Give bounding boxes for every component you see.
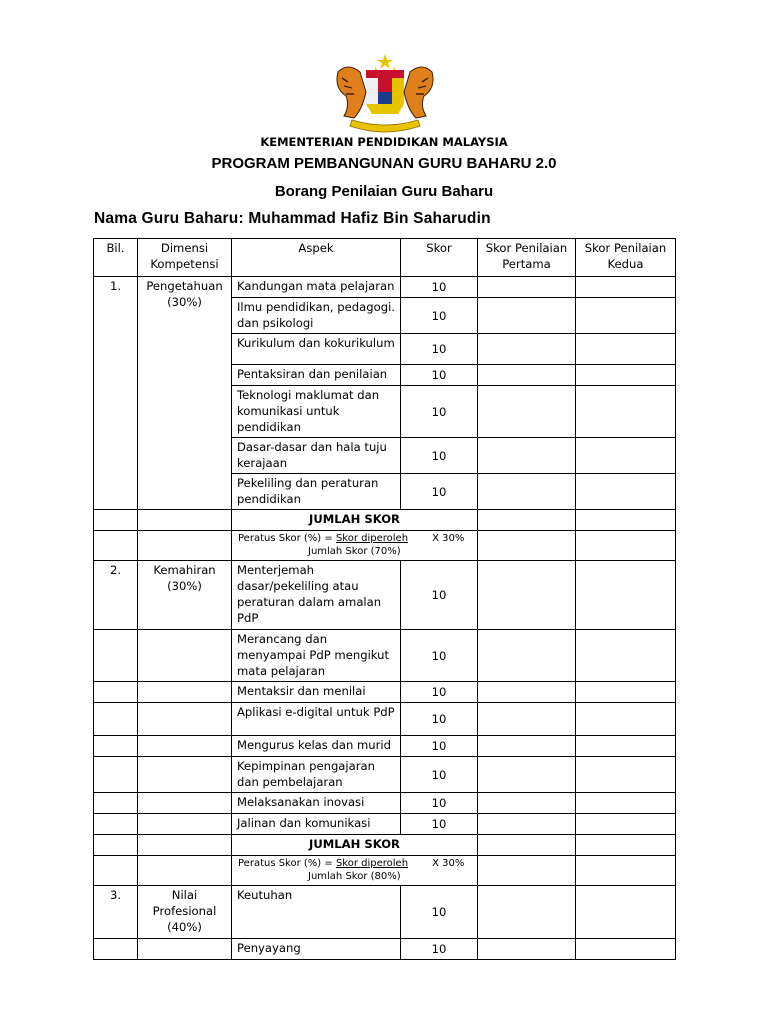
score-second-cell[interactable]	[576, 939, 676, 960]
score-second-cell[interactable]	[576, 365, 676, 386]
header-aspek: Aspek	[232, 239, 401, 277]
score-second-cell[interactable]	[576, 474, 676, 510]
ministry-name: KEMENTERIAN PENDIDIKAN MALAYSIA	[260, 135, 508, 149]
total-score-label: JUMLAH SKOR	[232, 835, 478, 856]
score-first-cell[interactable]	[478, 386, 576, 438]
score-second-cell[interactable]	[576, 757, 676, 793]
table-row	[94, 277, 676, 298]
table-row	[94, 682, 676, 703]
aspect-label: Dasar-dasar dan hala tuju kerajaan	[232, 438, 401, 474]
header-bil: Bil.	[94, 239, 138, 277]
header-skor: Skor	[401, 239, 478, 277]
teacher-name-line: Nama Guru Baharu: Muhammad Hafiz Bin Saharudin	[94, 210, 491, 227]
score-first-cell[interactable]	[478, 298, 576, 334]
section-dimension	[138, 561, 232, 630]
max-score: 10	[401, 561, 478, 630]
aspect-label: Keutuhan	[232, 886, 401, 939]
aspect-label: Melaksanakan inovasi	[232, 793, 401, 814]
dimension-label: Kemahiran	[153, 563, 216, 577]
max-score: 10	[401, 814, 478, 835]
score-first-cell[interactable]	[478, 561, 576, 630]
score-first-cell[interactable]	[478, 682, 576, 703]
header-dimensi: Dimensi Kompetensi	[138, 239, 232, 277]
aspect-label: Ilmu pendidikan, pedagogi. dan psikologi	[232, 298, 401, 334]
table-row	[94, 736, 676, 757]
table-row	[94, 939, 676, 960]
dimension-weight: (30%)	[167, 295, 202, 309]
max-score: 10	[401, 793, 478, 814]
score-second-cell[interactable]	[576, 886, 676, 939]
aspect-label: Teknologi maklumat dan komunikasi untuk pendidikan	[232, 386, 401, 438]
score-first-cell[interactable]	[478, 630, 576, 682]
score-second-cell[interactable]	[576, 703, 676, 736]
score-second-cell[interactable]	[576, 736, 676, 757]
max-score: 10	[401, 682, 478, 703]
table-row	[94, 561, 676, 630]
aspect-label: Kurikulum dan kokurikulum	[232, 334, 401, 365]
score-first-cell[interactable]	[478, 757, 576, 793]
score-first-cell[interactable]	[478, 438, 576, 474]
max-score: 10	[401, 334, 478, 365]
max-score: 10	[401, 757, 478, 793]
score-first-cell[interactable]	[478, 886, 576, 939]
score-second-cell[interactable]	[576, 682, 676, 703]
max-score: 10	[401, 277, 478, 298]
max-score: 10	[401, 365, 478, 386]
aspect-label: Penyayang	[232, 939, 401, 960]
score-second-cell[interactable]	[576, 814, 676, 835]
aspect-label: Pekeliling dan peraturan pendidikan	[232, 474, 401, 510]
form-subtitle: Borang Penilaian Guru Baharu	[274, 183, 494, 200]
max-score: 10	[401, 703, 478, 736]
section-dimension	[138, 277, 232, 510]
aspect-label: Jalinan dan komunikasi	[232, 814, 401, 835]
score-second-cell[interactable]	[576, 561, 676, 630]
total-row	[94, 835, 676, 856]
score-first-cell[interactable]	[478, 365, 576, 386]
dimension-label: Nilai Profesional	[152, 888, 217, 918]
score-first-cell[interactable]	[478, 736, 576, 757]
table-row	[94, 757, 676, 793]
percentage-second-cell[interactable]	[576, 856, 676, 886]
percentage-row	[94, 856, 676, 886]
header-skor-kedua: Skor Penilaian Kedua	[576, 239, 676, 277]
aspect-label: Pentaksiran dan penilaian	[232, 365, 401, 386]
table-row	[94, 814, 676, 835]
table-row	[94, 793, 676, 814]
section-number: 2.	[94, 561, 138, 630]
aspect-label: Mengurus kelas dan murid	[232, 736, 401, 757]
percentage-formula: Peratus Skor (%) = Skor diperoleh X 30% Jumlah Skor (70%)	[232, 531, 478, 561]
coat-of-arms-logo	[330, 52, 440, 136]
table-row	[94, 630, 676, 682]
score-first-cell[interactable]	[478, 939, 576, 960]
score-first-cell[interactable]	[478, 703, 576, 736]
score-second-cell[interactable]	[576, 386, 676, 438]
percentage-row	[94, 531, 676, 561]
score-second-cell[interactable]	[576, 630, 676, 682]
dimension-weight: (30%)	[167, 579, 202, 593]
max-score: 10	[401, 630, 478, 682]
aspect-label: Aplikasi e-digital untuk PdP	[232, 703, 401, 736]
percentage-first-cell[interactable]	[478, 531, 576, 561]
evaluation-table	[93, 238, 676, 960]
score-second-cell[interactable]	[576, 438, 676, 474]
aspect-label: Kandungan mata pelajaran	[232, 277, 401, 298]
max-score: 10	[401, 736, 478, 757]
total-first-cell[interactable]	[478, 510, 576, 531]
section-number: 1.	[94, 277, 138, 510]
max-score: 10	[401, 438, 478, 474]
section-number: 3.	[94, 886, 138, 939]
table-row	[94, 703, 676, 736]
score-first-cell[interactable]	[478, 334, 576, 365]
score-first-cell[interactable]	[478, 474, 576, 510]
score-first-cell[interactable]	[478, 814, 576, 835]
dimension-label: Pengetahuan	[146, 279, 223, 293]
max-score: 10	[401, 939, 478, 960]
percentage-formula: Peratus Skor (%) = Skor diperoleh X 30% Jumlah Skor (80%)	[232, 856, 478, 886]
aspect-label: Kepimpinan pengajaran dan pembelajaran	[232, 757, 401, 793]
score-second-cell[interactable]	[576, 298, 676, 334]
aspect-label: Merancang dan menyampai PdP mengikut mata pelajaran	[232, 630, 401, 682]
total-row	[94, 510, 676, 531]
total-second-cell[interactable]	[576, 510, 676, 531]
percentage-first-cell[interactable]	[478, 856, 576, 886]
percentage-second-cell[interactable]	[576, 531, 676, 561]
table-row	[94, 886, 676, 939]
score-second-cell[interactable]	[576, 334, 676, 365]
total-second-cell[interactable]	[576, 835, 676, 856]
max-score: 10	[401, 886, 478, 939]
section-dimension	[138, 886, 232, 939]
score-second-cell[interactable]	[576, 277, 676, 298]
max-score: 10	[401, 474, 478, 510]
max-score: 10	[401, 386, 478, 438]
total-first-cell[interactable]	[478, 835, 576, 856]
header-skor-pertama: Skor Penilaian Pertama	[478, 239, 576, 277]
aspect-label: Menterjemah dasar/pekeliling atau peraturan dalam amalan PdP	[232, 561, 401, 630]
page-title: PROGRAM PEMBANGUNAN GURU BAHARU 2.0	[211, 155, 557, 172]
total-score-label: JUMLAH SKOR	[232, 510, 478, 531]
score-first-cell[interactable]	[478, 793, 576, 814]
max-score: 10	[401, 298, 478, 334]
score-first-cell[interactable]	[478, 277, 576, 298]
dimension-weight: (40%)	[167, 920, 202, 934]
score-second-cell[interactable]	[576, 793, 676, 814]
aspect-label: Mentaksir dan menilai	[232, 682, 401, 703]
